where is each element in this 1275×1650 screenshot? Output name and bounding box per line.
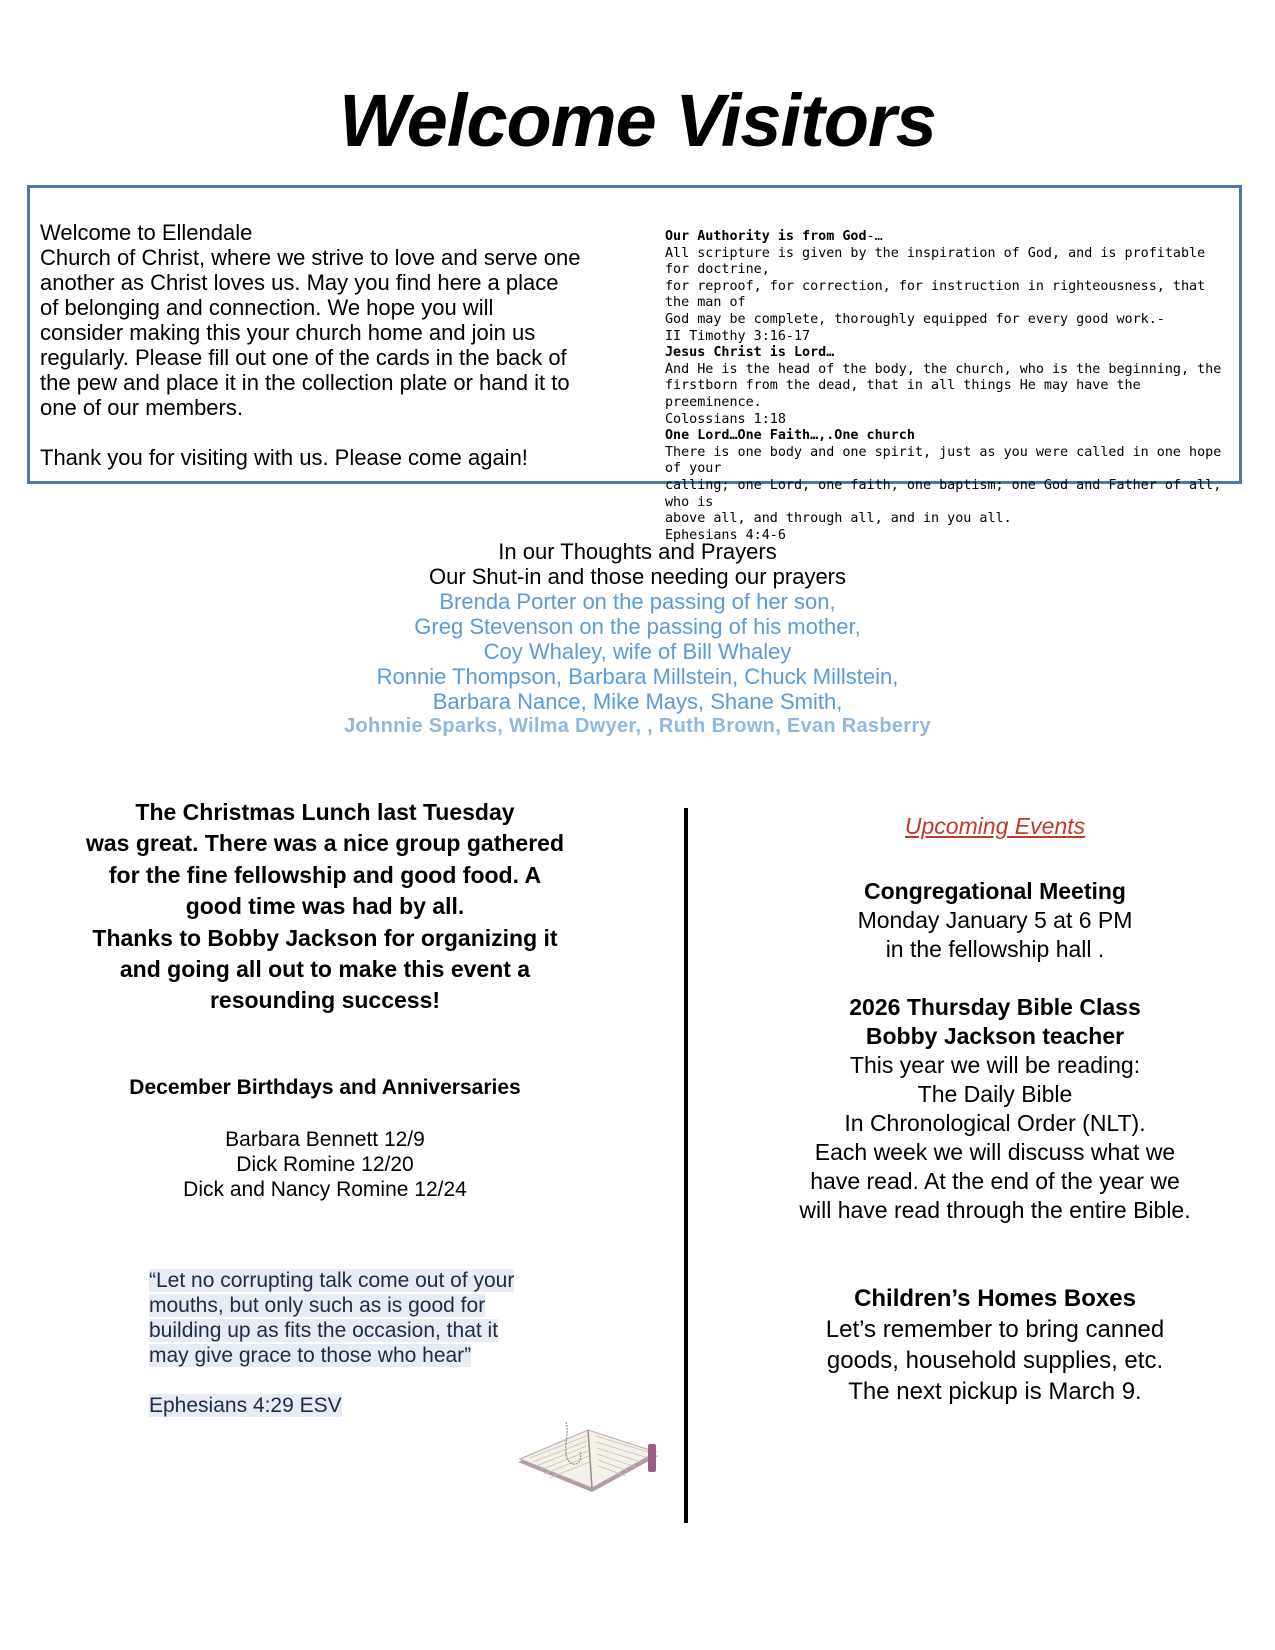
quote-reference: Ephesians 4:29 ESV	[149, 1394, 342, 1417]
open-bible-image	[508, 1404, 664, 1494]
class-line: This year we will be reading:	[849, 1052, 1141, 1078]
homes-title: Children’s Homes Boxes	[854, 1285, 1136, 1312]
meeting-when: Monday January 5 at 6 PM	[857, 907, 1133, 933]
class-line: have read. At the end of the year we	[810, 1168, 1180, 1194]
faith-line: There is one body and one spirit, just as you were called in one hope of your	[665, 444, 1222, 477]
lunch-line: was great. There was a nice group gathered	[85, 830, 565, 857]
christmas-lunch-note	[60, 797, 590, 1017]
welcome-message	[40, 220, 620, 470]
lord-line: firstborn from the dead, that in all things He may have the preeminence.	[665, 378, 1141, 410]
prayer-name-line-last: Johnnie Sparks, Wilma Dwyer, , Ruth Brown, Evan Rasberry	[344, 715, 931, 737]
prayer-name-line: Barbara Nance, Mike Mays, Shane Smith,	[432, 689, 843, 714]
meeting-title: Congregational Meeting	[864, 878, 1126, 904]
lunch-line: The Christmas Lunch last Tuesday	[135, 799, 515, 825]
upcoming-events	[720, 877, 1270, 1407]
class-line: Each week we will discuss what we	[814, 1139, 1176, 1165]
class-teacher: Bobby Jackson teacher	[865, 1023, 1125, 1049]
prayer-name-line: Greg Stevenson on the passing of his mother,	[414, 614, 861, 639]
welcome-line: of belonging and connection. We hope you will	[40, 295, 494, 320]
welcome-line: the pew and place it in the collection plate or hand it to	[40, 370, 570, 395]
prayer-name-line: Coy Whaley, wife of Bill Whaley	[483, 639, 792, 664]
welcome-line: another as Christ loves us. May you find here a place	[40, 270, 559, 295]
meeting-where: in the fellowship hall .	[885, 936, 1105, 962]
lunch-line: resounding success!	[209, 987, 441, 1014]
upcoming-events-heading: Upcoming Events	[904, 813, 1086, 839]
class-line: In Chronological Order (NLT).	[844, 1110, 1146, 1136]
lord-line: And He is the head of the body, the church, who is the beginning, the	[665, 361, 1222, 377]
authority-line: All scripture is given by the inspiration of God, and is profitable for doctrine,	[665, 245, 1206, 278]
faith-line: calling; one Lord, one faith, one baptism; one God and Father of all, who is	[665, 477, 1222, 510]
quote-line: “Let no corrupting talk come out of your	[149, 1269, 515, 1292]
birthdays-list	[60, 1127, 590, 1202]
authority-heading: Our Authority is from God	[665, 229, 867, 244]
authority-line: God may be complete, thoroughly equipped for every good work.-	[665, 311, 1165, 327]
class-title: 2026 Thursday Bible Class	[849, 994, 1141, 1020]
birthday-entry: Barbara Bennett 12/9	[225, 1128, 425, 1151]
quote-line: mouths, but only such as is good for	[149, 1294, 486, 1317]
lunch-line: for the fine fellowship and good food. A	[108, 861, 542, 888]
homes-line: Let’s remember to bring canned	[825, 1316, 1165, 1343]
welcome-line: consider making this your church home and join us	[40, 320, 536, 345]
lunch-line: and going all out to make this event a	[119, 956, 531, 983]
homes-line: goods, household supplies, etc.	[826, 1347, 1164, 1374]
birthday-entry: Dick and Nancy Romine 12/24	[183, 1178, 467, 1201]
class-line: The Daily Bible	[917, 1081, 1073, 1107]
column-divider	[684, 808, 688, 1523]
scripture-column	[665, 229, 1235, 544]
lunch-line: Thanks to Bobby Jackson for organizing it	[92, 924, 558, 951]
page-title: Welcome Visitors	[339, 79, 936, 162]
authority-suffix: -…	[866, 229, 883, 244]
lord-ref: Colossians 1:18	[665, 411, 786, 427]
homes-line: The next pickup is March 9.	[848, 1378, 1142, 1405]
welcome-thanks: Thank you for visiting with us. Please come again!	[40, 445, 528, 470]
prayer-name-line: Ronnie Thompson, Barbara Millstein, Chuck Millstein,	[376, 664, 899, 689]
class-line: will have read through the entire Bible.	[799, 1197, 1191, 1223]
lunch-line: good time was had by all.	[185, 893, 465, 920]
prayer-name-line: Brenda Porter on the passing of her son,	[439, 589, 836, 614]
welcome-line: one of our members.	[40, 395, 243, 420]
birthdays-heading: December Birthdays and Anniversaries	[129, 1076, 521, 1099]
scripture-quote	[149, 1268, 569, 1418]
welcome-line: Church of Christ, where we strive to love and serve one	[40, 245, 581, 270]
prayer-list	[0, 539, 1275, 739]
quote-line: may give grace to those who hear”	[149, 1344, 472, 1367]
quote-line: building up as fits the occasion, that it	[149, 1319, 499, 1342]
prayer-heading: In our Thoughts and Prayers	[498, 539, 777, 564]
birthday-entry: Dick Romine 12/20	[236, 1153, 414, 1176]
faith-ref: Ephesians 4:4-6	[665, 527, 786, 543]
welcome-line: Welcome to Ellendale	[40, 220, 253, 245]
prayer-subheading: Our Shut-in and those needing our prayers	[428, 564, 847, 589]
lord-heading: Jesus Christ is Lord…	[665, 345, 835, 361]
faith-line: above all, and through all, and in you all.	[665, 511, 1012, 527]
authority-line: for reproof, for correction, for instruction in righteousness, that the man of	[665, 278, 1206, 311]
authority-ref: II Timothy 3:16-17	[665, 328, 811, 344]
welcome-line: regularly. Please fill out one of the cards in the back of	[40, 345, 567, 370]
faith-heading: One Lord…One Faith…,.One church	[665, 428, 915, 444]
